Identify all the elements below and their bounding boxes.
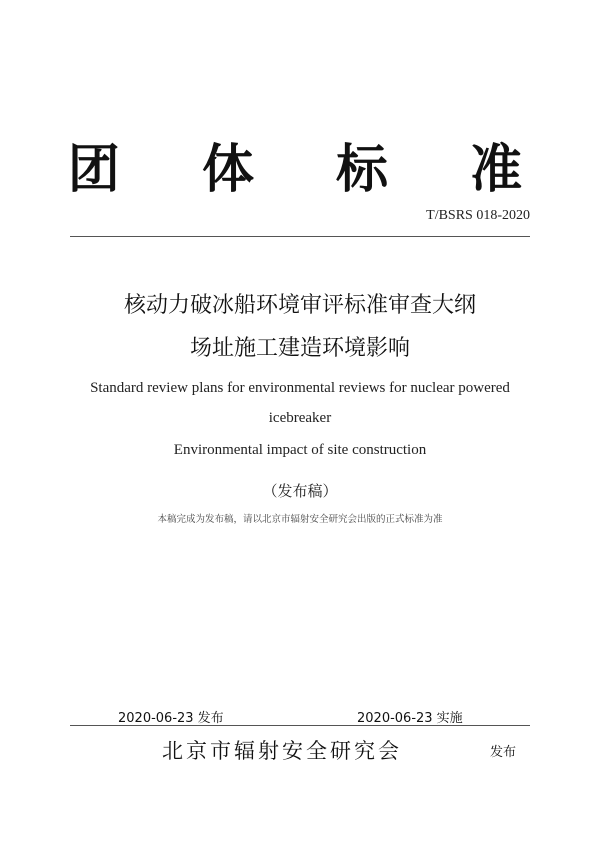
footer-divider: [70, 725, 530, 726]
english-title-line-2: icebreaker: [268, 410, 332, 426]
publish-date: 2020-06-23 发布: [118, 711, 224, 726]
chinese-title-line-2: 场址施工建造环境影响: [189, 336, 410, 361]
chinese-title-line-1: 核动力破冰船环境审评标准审查大纲: [123, 293, 476, 318]
publication-notice: 本稿完成为发布稿，请以北京市辐射安全研究会出版的正式标准为准: [157, 514, 443, 525]
english-subtitle: Environmental impact of site construction: [173, 442, 427, 458]
issuing-organization: 北京市辐射安全研究会: [162, 739, 402, 763]
draft-status-label: （发布稿）: [262, 482, 338, 500]
header-divider: [70, 236, 530, 237]
effective-date: 2020-06-23 实施: [357, 711, 463, 726]
standard-number: T/BSRS 018-2020: [426, 208, 530, 223]
english-title-line-1: Standard review plans for environmental reviews for nuclear powered: [90, 380, 510, 396]
issue-label: 发布: [490, 745, 517, 760]
document-type-title: 团 体 标 准: [67, 140, 555, 200]
